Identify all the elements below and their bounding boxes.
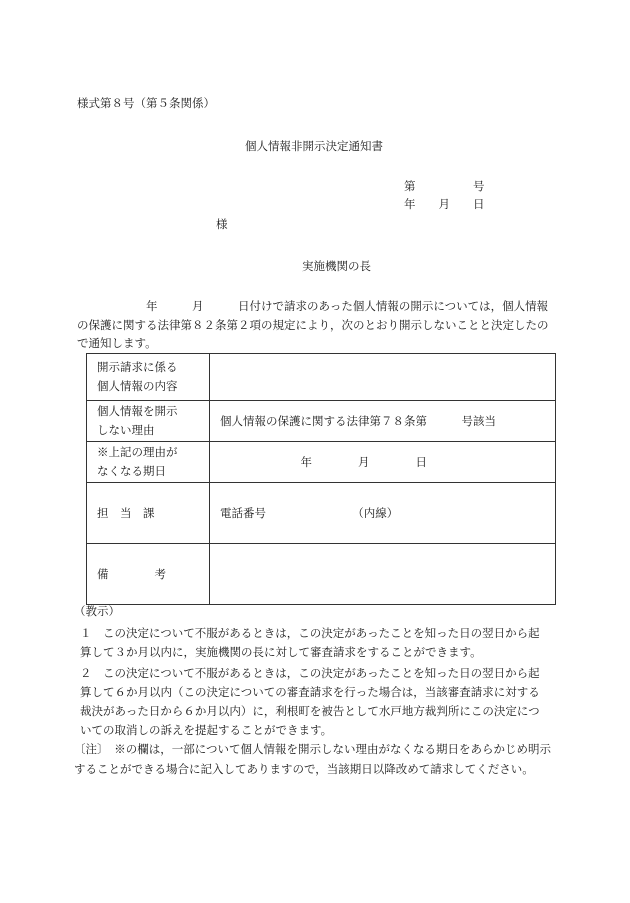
row-label-expiry: ※上記の理由が なくなる期日 [87,442,210,483]
row-value-reason: 個人情報の保護に関する法律第７８条第 号該当 [210,401,556,442]
row-value-remarks [210,544,556,605]
table-row [87,401,556,442]
document-title: 個人情報非開示決定通知書 [245,139,383,153]
table-row [87,442,556,483]
form-number: 様式第８号（第５条関係） [77,96,215,110]
instructions-heading: （教示） [74,604,120,618]
note: 〔注〕 ※の欄は，一部について個人情報を開示しない理由がなくなる期日をあらかじめ明示することができる場合に記入してありますので，当該期日以降改めて請求してください。 [74,742,552,776]
row-label-reason: 個人情報を開示 しない理由 [87,401,210,442]
row-label-content: 開示請求に係る 個人情報の内容 [87,354,210,401]
table-row [87,544,556,605]
sender: 実施機関の長 [302,259,371,273]
info-table [86,353,556,605]
row-label-department: 担 当 課 [87,483,210,544]
row-label-remarks: 備 考 [87,544,210,605]
document-date-line: 年 月 日 [404,197,485,211]
table-row [87,483,556,544]
row-value-department: 電話番号 （内線） [210,483,556,544]
row-value-expiry: 年 月 日 [210,442,556,483]
body-paragraph: 年 月 日付けで請求のあった個人情報の開示については，個人情報の保護に関する法律第８２条第２項の規定により，次のとおり開示しないことと決定したので通知します。 [77,299,549,350]
addressee: 様 [216,217,228,231]
table-row [87,354,556,401]
row-value-content [210,354,556,401]
instruction-item-2: ２ この決定について不服があるときは，この決定があったことを知った日の翌日から起算して６か月以内（この決定についての審査請求を行った場合は，当該審査請求に対する裁決があった日から６か月以内）に，利根町を被告として水戸地方裁判所にこの決定についての取消しの訴えを提起することができます。 [80,666,540,737]
instruction-item-1: １ この決定について不服があるときは，この決定があったことを知った日の翌日から起算して３か月以内に，実施機関の長に対して審査請求をすることができます。 [80,626,540,659]
document-number-line: 第 号 [404,179,485,193]
